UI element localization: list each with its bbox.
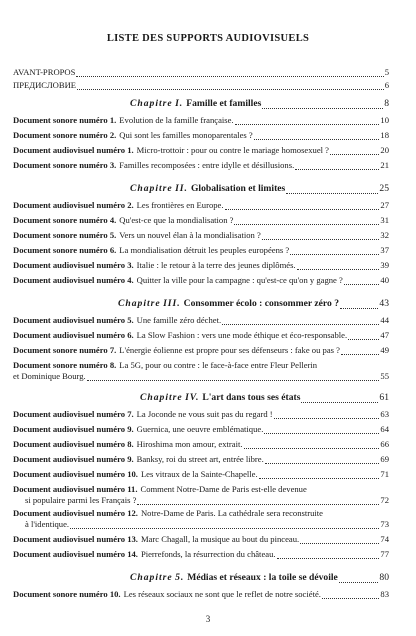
chapter-heading-2: Chapitre II. Globalisation et limites 25 bbox=[130, 183, 389, 194]
leader-dots bbox=[254, 132, 380, 140]
leader-dots bbox=[225, 202, 380, 210]
leader-dots bbox=[262, 232, 380, 240]
toc-entry: Document audiovisuel numéro 9. Banksy, roi du street art, entrée libre. 69 bbox=[13, 454, 389, 464]
leader-dots bbox=[300, 536, 379, 544]
leader-dots bbox=[322, 591, 379, 599]
leader-dots bbox=[277, 551, 380, 559]
leader-dots bbox=[244, 441, 380, 449]
leader-dots bbox=[235, 117, 380, 125]
leader-dots bbox=[137, 497, 379, 505]
toc-entry: Document sonore numéro 3. Familles recomposées : entre idylle et désillusions. 21 bbox=[13, 160, 389, 170]
page-number: 3 bbox=[205, 614, 211, 624]
toc-entry-continuation: à l'identique. 73 bbox=[25, 519, 389, 529]
toc-entry: Document audiovisuel numéro 11. Comment Notre-Dame de Paris est-elle devenue bbox=[13, 484, 307, 494]
leader-dots bbox=[87, 373, 380, 381]
toc-entry: Document audiovisuel numéro 7. La Joconde ne vous suit pas du regard ! 63 bbox=[13, 409, 389, 419]
leader-dots bbox=[348, 332, 379, 340]
leader-dots bbox=[265, 456, 380, 464]
toc-entry: Document sonore numéro 5. Vers un nouvel élan à la mondialisation ? 32 bbox=[13, 230, 389, 240]
toc-entry: Document audiovisuel numéro 10. Les vitraux de la Sainte-Chapelle. 71 bbox=[13, 469, 389, 479]
leader-dots bbox=[274, 411, 380, 419]
toc-entry-continuation: si populaire parmi les Français ? 72 bbox=[25, 495, 389, 505]
leader-dots bbox=[234, 217, 379, 225]
leader-dots bbox=[297, 262, 380, 270]
toc-entry-continuation: et Dominique Bourg. 55 bbox=[13, 371, 389, 381]
chapter-heading-4: Chapitre IV. L'art dans tous ses états 61 bbox=[140, 392, 389, 403]
toc-entry: Document audiovisuel numéro 12. Notre-Dame de Paris. La cathédrale sera reconstruite bbox=[13, 508, 323, 518]
toc-entry: Document sonore numéro 6. La mondialisation détruit les peuples européens ? 37 bbox=[13, 245, 389, 255]
leader-dots bbox=[77, 82, 384, 90]
chapter-heading-1: Chapitre I. Famille et familles 8 bbox=[130, 98, 389, 109]
toc-entry: Document sonore numéro 4. Qu'est-ce que la mondialisation ? 31 bbox=[13, 215, 389, 225]
leader-dots bbox=[262, 100, 383, 109]
toc-entry: Document sonore numéro 10. Les réseaux sociaux ne sont que le reflet de notre société. 83 bbox=[13, 589, 389, 599]
leader-dots bbox=[301, 394, 378, 403]
document-title: LISTE DES SUPPORTS AUDIOVISUELS bbox=[106, 33, 310, 44]
leader-dots bbox=[76, 69, 383, 77]
chapter-heading-5: Chapitre 5. Médias et réseaux : la toile se dévoile 80 bbox=[130, 572, 389, 583]
leader-dots bbox=[259, 471, 380, 479]
leader-dots bbox=[70, 521, 379, 529]
toc-entry: Document audiovisuel numéro 8. Hiroshima mon amour, extrait. 66 bbox=[13, 439, 389, 449]
leader-dots bbox=[295, 162, 379, 170]
toc-entry: Document audiovisuel numéro 1. Micro-trottoir : pour ou contre le mariage homosexuel ? 20 bbox=[13, 145, 389, 155]
leader-dots bbox=[264, 426, 379, 434]
chapter-heading-3: Chapitre III. Consommer écolo : consommer zéro ? 43 bbox=[118, 298, 389, 309]
leader-dots bbox=[344, 277, 380, 285]
toc-entry: Document audiovisuel numéro 14. Pierrefonds, la résurrection du château. 77 bbox=[13, 549, 389, 559]
toc-entry: Document audiovisuel numéro 9. Guernica, une oeuvre emblématique. 64 bbox=[13, 424, 389, 434]
toc-entry: Document audiovisuel numéro 5. Une famille zéro déchet. 44 bbox=[13, 315, 389, 325]
leader-dots bbox=[222, 317, 379, 325]
toc-entry: Document audiovisuel numéro 13. Marc Chagall, la musique au bout du pinceau. 74 bbox=[13, 534, 389, 544]
toc-entry: Document audiovisuel numéro 4. Quitter la ville pour la campagne : qu'est-ce qu'on y gagne ? 40 bbox=[13, 275, 389, 285]
toc-entry: Document sonore numéro 8. La 5G, pour ou contre : le face-à-face entre Fleur Pellerin bbox=[13, 360, 318, 370]
leader-dots bbox=[339, 574, 379, 583]
leader-dots bbox=[290, 247, 379, 255]
toc-entry: Document audiovisuel numéro 2. Les frontières en Europe. 27 bbox=[13, 200, 389, 210]
toc-entry-avant-propos: AVANT-PROPOS 5 bbox=[13, 67, 389, 77]
leader-dots bbox=[341, 347, 379, 355]
leader-dots bbox=[286, 185, 378, 194]
leader-dots bbox=[340, 300, 378, 309]
toc-entry: Document sonore numéro 2. Qui sont les familles monoparentales ? 18 bbox=[13, 130, 389, 140]
leader-dots bbox=[330, 147, 379, 155]
toc-entry: Document audiovisuel numéro 6. La Slow Fashion : vers une mode éthique et éco-responsable. 47 bbox=[13, 330, 389, 340]
toc-entry: Document audiovisuel numéro 3. Italie : le retour à la terre des jeunes diplômés. 39 bbox=[13, 260, 389, 270]
toc-entry-predislovie: ПРЕДИСЛОВИЕ 6 bbox=[13, 80, 389, 90]
toc-entry: Document sonore numéro 7. L'énergie éolienne est propre pour ses défenseurs : fake ou pas ? 49 bbox=[13, 345, 389, 355]
toc-entry: Document sonore numéro 1. Evolution de la famille française. 10 bbox=[13, 115, 389, 125]
